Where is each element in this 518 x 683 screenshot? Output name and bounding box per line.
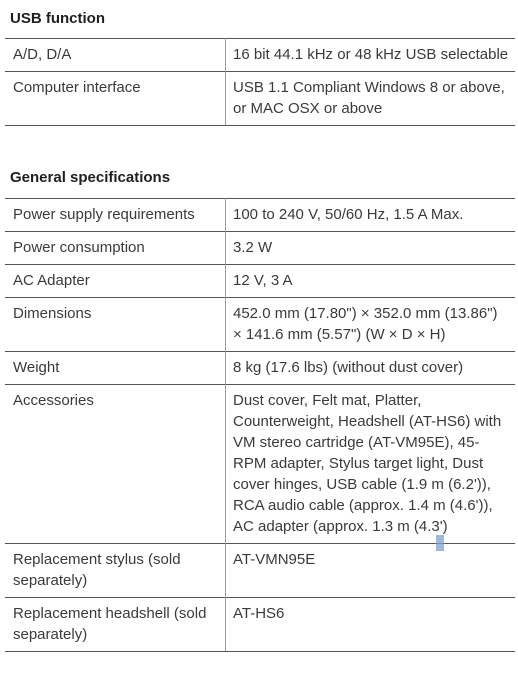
- general-specifications-table: [5, 198, 515, 652]
- spec-value-power-consumption: 3.2 W: [226, 232, 516, 265]
- spec-value-power-supply: 100 to 240 V, 50/60 Hz, 1.5 A Max.: [226, 199, 516, 232]
- spec-label-weight: Weight: [5, 352, 226, 385]
- text-cursor-highlight: [436, 535, 444, 551]
- table-row: [5, 598, 515, 652]
- spec-value-accessories: Dust cover, Felt mat, Platter, Counterweight, Headshell (AT-HS6) with VM stereo cartridge (AT-VM95E), 45-RPM adapter, Stylus target light, Dust cover hinges, USB cable (1.9 m (6.2')), RCA audio cable (approx. 1.4 m (4.6')), AC adapter (approx. 1.3 m (4.3'): [226, 385, 516, 544]
- spec-label-computer-interface: Computer interface: [5, 72, 226, 126]
- spec-label-ad-da: A/D, D/A: [5, 39, 226, 72]
- usb-function-heading: USB function: [10, 10, 105, 27]
- usb-function-table: [5, 38, 515, 126]
- spec-label-power-supply: Power supply requirements: [5, 199, 226, 232]
- spec-label-power-consumption: Power consumption: [5, 232, 226, 265]
- table-row: [5, 385, 515, 544]
- table-row: [5, 232, 515, 265]
- spec-label-replacement-headshell: Replacement headshell (sold separately): [5, 598, 226, 652]
- table-row: [5, 352, 515, 385]
- spec-value-weight: 8 kg (17.6 lbs) (without dust cover): [226, 352, 516, 385]
- spec-label-accessories: Accessories: [5, 385, 226, 544]
- spec-label-replacement-stylus: Replacement stylus (sold separately): [5, 544, 226, 598]
- spec-label-dimensions: Dimensions: [5, 298, 226, 352]
- table-row: [5, 39, 515, 72]
- table-row: [5, 72, 515, 126]
- general-specifications-heading: General specifications: [10, 169, 171, 186]
- table-row: [5, 298, 515, 352]
- spec-value-dimensions: 452.0 mm (17.80") × 352.0 mm (13.86") × 141.6 mm (5.57") (W × D × H): [226, 298, 516, 352]
- spec-label-ac-adapter: AC Adapter: [5, 265, 226, 298]
- table-row: [5, 544, 515, 598]
- spec-value-ac-adapter: 12 V, 3 A: [226, 265, 516, 298]
- spec-value-replacement-stylus: AT-VMN95E: [226, 544, 516, 598]
- spec-value-replacement-headshell: AT-HS6: [226, 598, 516, 652]
- table-row: [5, 265, 515, 298]
- spec-value-ad-da: 16 bit 44.1 kHz or 48 kHz USB selectable: [226, 39, 516, 72]
- spec-value-computer-interface: USB 1.1 Compliant Windows 8 or above, or MAC OSX or above: [226, 72, 516, 126]
- table-row: [5, 199, 515, 232]
